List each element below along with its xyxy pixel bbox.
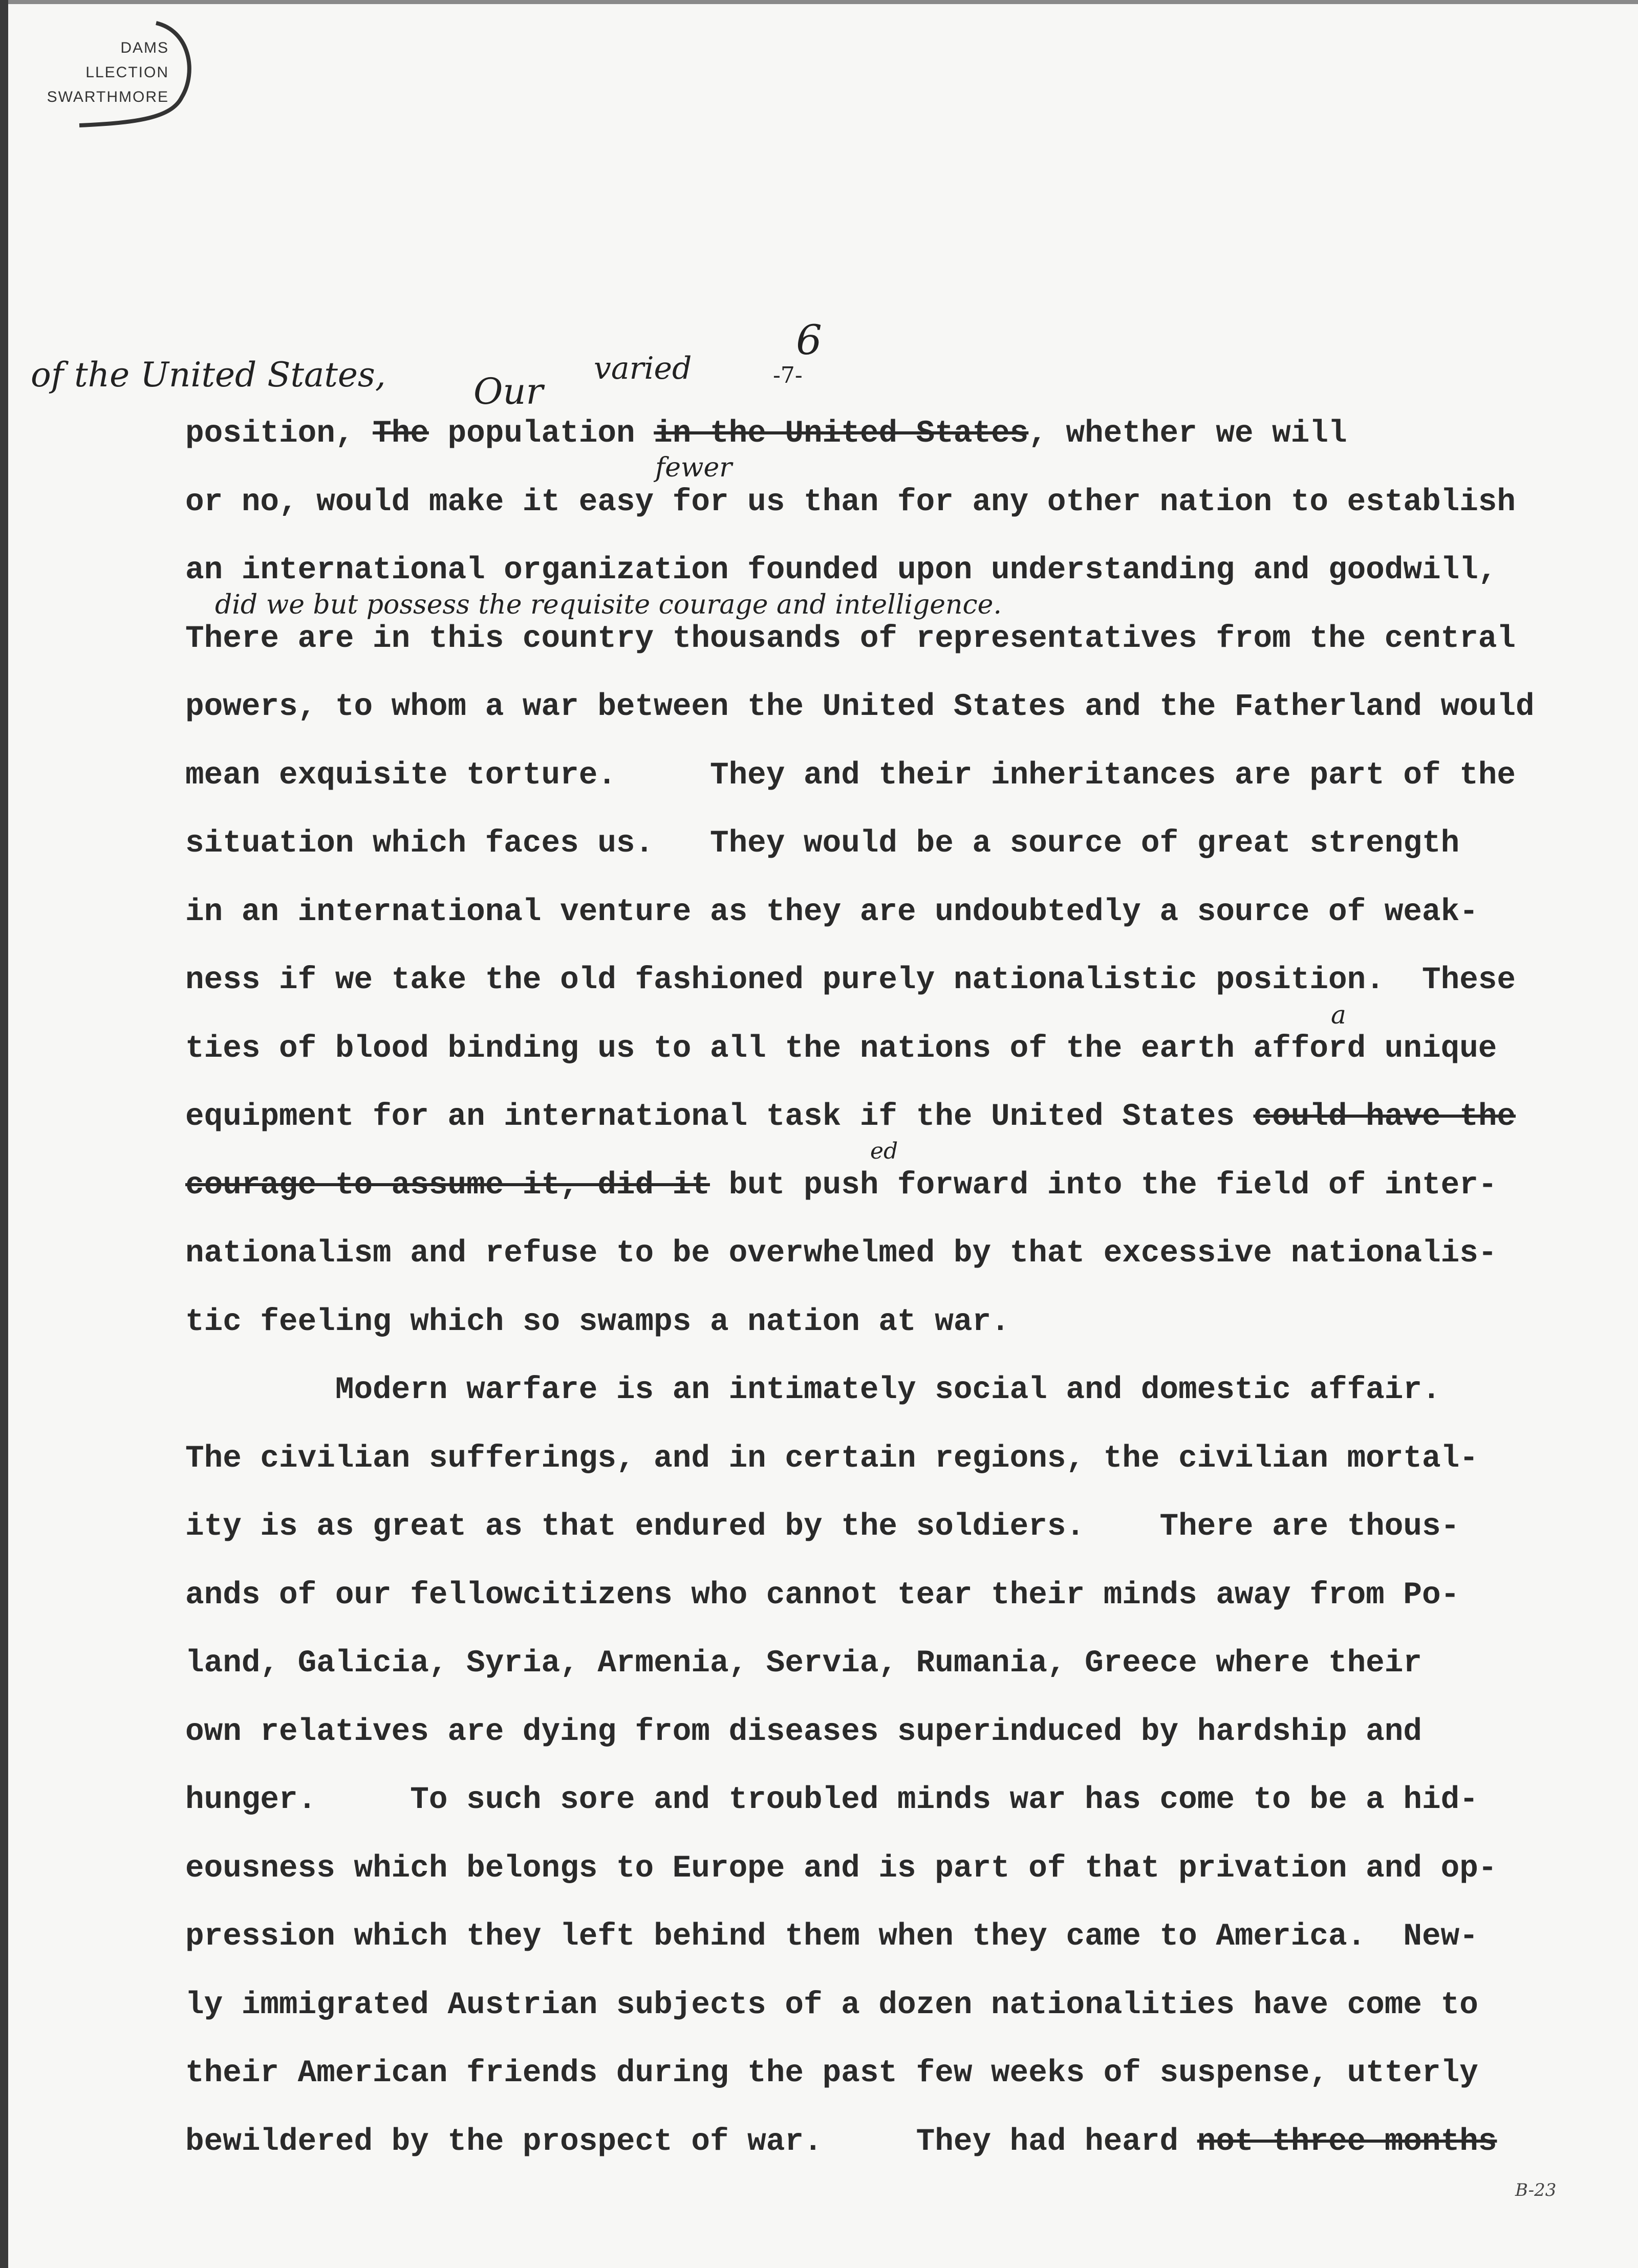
typed-text: their American friends during the past few weeks of suspense, utterly xyxy=(185,2056,1478,2091)
typed-text: tic feeling which so swamps a nation at war. xyxy=(185,1304,1010,1340)
text-line xyxy=(185,1712,1535,1780)
typed-text: or no, would make it easy for us than for any other nation to establish xyxy=(185,484,1516,520)
caret-insert-ed: ed xyxy=(870,1138,898,1164)
page-number: 6 xyxy=(796,316,822,364)
stamp-text xyxy=(47,36,169,110)
typed-text: The civilian sufferings, and in certain regions, the civilian mortal- xyxy=(185,1441,1478,1476)
text-line xyxy=(185,1029,1535,1097)
typed-text: but push forward into the field of inter- xyxy=(709,1167,1497,1203)
text-line xyxy=(185,1643,1535,1712)
typed-text: ands of our fellowcitizens who cannot tear their minds away from Po- xyxy=(185,1577,1460,1613)
scan-left-edge xyxy=(0,0,8,2268)
stamp-line: SWARTHMORE xyxy=(47,89,169,105)
typed-text: population xyxy=(428,416,654,451)
typed-text: nationalism and refuse to be overwhelmed by that excessive nationalis- xyxy=(185,1236,1497,1271)
typed-text: situation which faces us. They would be a source of great strength xyxy=(185,826,1460,861)
text-line xyxy=(185,1985,1535,2054)
typed-text: ly immigrated Austrian subjects of a dozen nationalities have come to xyxy=(185,1987,1478,2023)
typed-text: ties of blood binding us to all the nations of the earth afford unique xyxy=(185,1031,1497,1066)
typed-text: There are in this country thousands of representatives from the central xyxy=(185,621,1516,657)
text-line xyxy=(185,687,1535,755)
text-line xyxy=(185,755,1535,824)
typed-text: ness if we take the old fashioned purely nationalistic position. These xyxy=(185,963,1516,998)
struck-text: courage to assume it, did it xyxy=(185,1167,710,1203)
text-line xyxy=(185,823,1535,892)
text-line xyxy=(185,482,1535,551)
text-line xyxy=(185,2053,1535,2122)
page-code: B-23 xyxy=(1515,2180,1557,2200)
typed-text: powers, to whom a war between the United States and the Fatherland would xyxy=(185,689,1535,725)
text-line xyxy=(185,1165,1535,1234)
insert-varied: varied xyxy=(594,351,692,386)
insert-fewer: fewer xyxy=(655,452,732,483)
text-line xyxy=(185,1097,1535,1165)
typed-text: , whether we will xyxy=(1028,416,1347,451)
stamp-line: DAMS xyxy=(120,39,169,56)
typed-text: Modern warfare is an intimately social and domestic affair. xyxy=(185,1372,1441,1408)
typed-text: equipment for an international task if the United States xyxy=(185,1099,1254,1135)
text-line xyxy=(185,619,1535,687)
caret-insert-a: a xyxy=(1331,1000,1346,1030)
text-line xyxy=(185,1780,1535,1848)
typed-text: bewildered by the prospect of war. They had heard xyxy=(185,2124,1197,2160)
typed-text: position, xyxy=(185,416,373,451)
archive-stamp xyxy=(47,10,205,128)
typed-text: own relatives are dying from diseases superinduced by hardship and xyxy=(185,1714,1422,1750)
text-line xyxy=(185,892,1535,961)
struck-text: could have the xyxy=(1253,1099,1516,1135)
text-line xyxy=(185,1916,1535,1985)
text-line xyxy=(185,960,1535,1029)
text-line xyxy=(185,1507,1535,1575)
insert-our: Our xyxy=(473,370,543,412)
interlinear-note: did we but possess the requisite courage and intelligence. xyxy=(215,590,1002,620)
typed-text: an international organization founded upon understanding and goodwill, xyxy=(185,553,1497,588)
stamp-line: LLECTION xyxy=(85,64,169,81)
typed-text: hunger. To such sore and troubled minds war has come to be a hid- xyxy=(185,1782,1478,1818)
typed-text: eousness which belongs to Europe and is part of that privation and op- xyxy=(185,1850,1497,1886)
text-line xyxy=(185,1233,1535,1302)
text-line xyxy=(185,413,1535,482)
typed-text: land, Galicia, Syria, Armenia, Servia, Rumania, Greece where their xyxy=(185,1646,1422,1681)
text-line xyxy=(185,1848,1535,1917)
text-line xyxy=(185,1302,1535,1370)
scan-top-edge xyxy=(0,0,1638,4)
typed-text: pression which they left behind them when they came to America. New- xyxy=(185,1919,1478,1954)
text-line xyxy=(185,2122,1535,2190)
margin-note: of the United States, xyxy=(31,355,386,395)
text-line xyxy=(185,1370,1535,1438)
struck-text: The xyxy=(373,416,429,451)
struck-text: in the United States xyxy=(654,416,1029,451)
typed-text: mean exquisite torture. They and their inheritances are part of the xyxy=(185,757,1516,793)
typed-text: ity is as great as that endured by the soldiers. There are thous- xyxy=(185,1509,1460,1544)
typed-body-text xyxy=(185,413,1535,2190)
old-page-number: -7- xyxy=(773,362,803,388)
text-line xyxy=(185,1575,1535,1644)
text-line xyxy=(185,550,1535,619)
struck-text: not three months xyxy=(1197,2124,1497,2160)
text-line xyxy=(185,1438,1535,1507)
typed-text: in an international venture as they are undoubtedly a source of weak- xyxy=(185,894,1478,930)
